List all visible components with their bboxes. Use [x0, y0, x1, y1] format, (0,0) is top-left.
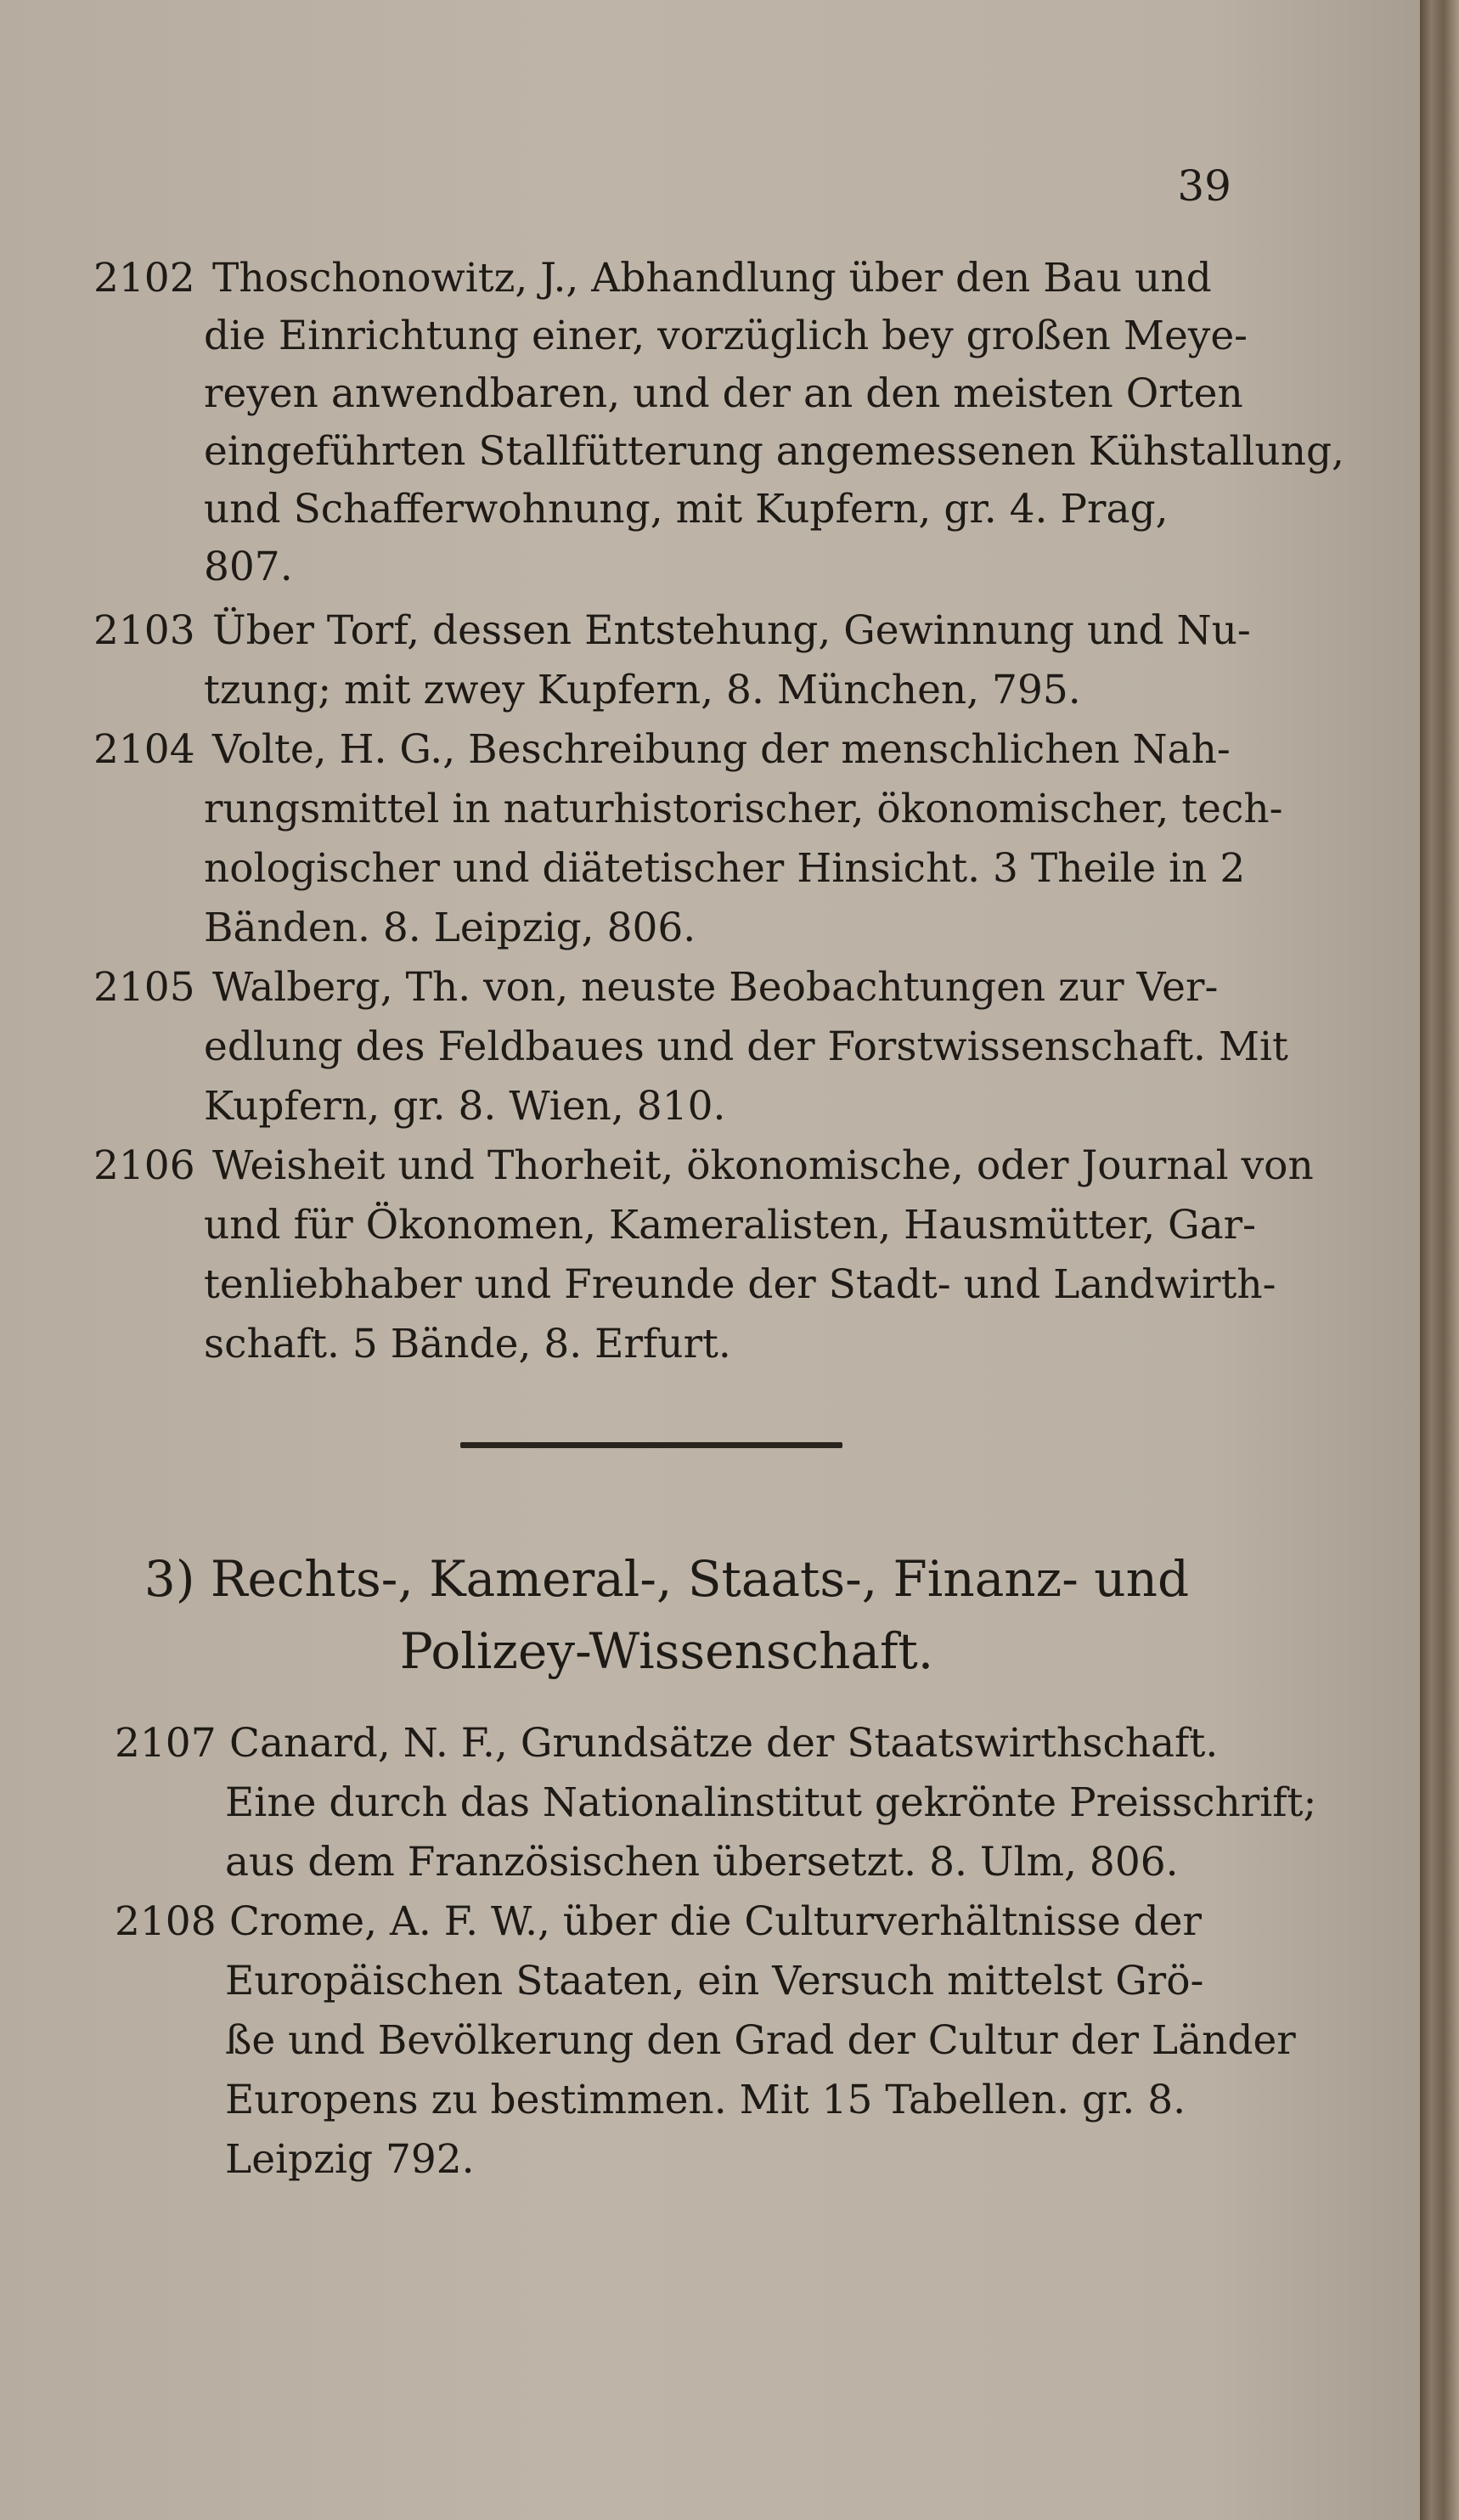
section-heading: 3) Rechts-, Kameral-, Staats-, Finanz- und — [144, 1550, 1190, 1608]
section-heading-continued: Polizey-Wissenschaft. — [399, 1622, 934, 1680]
entry-line: und Schafferwohnung, mit Kupfern, gr. 4. Prag, — [204, 486, 1169, 533]
entry-number: 2102 — [93, 255, 195, 302]
entry-line: Leipzig 792. — [225, 2136, 475, 2183]
entry-line: Eine durch das Nationalinstitut gekrönte Preisschrift; — [225, 1779, 1317, 1826]
entry-number: 2105 — [93, 964, 195, 1011]
entry-line: aus dem Französischen übersetzt. 8. Ulm, 806. — [225, 1839, 1179, 1886]
entry-line: reyen anwendbaren, und der an den meisten Orten — [204, 370, 1243, 417]
entry-line: eingeführten Stallfütterung angemessenen Kühstallung, — [204, 428, 1344, 475]
entry-line: Kupfern, gr. 8. Wien, 810. — [204, 1083, 726, 1130]
entry-line: Bänden. 8. Leipzig, 806. — [204, 905, 696, 951]
entry-line: Europens zu bestimmen. Mit 15 Tabellen. gr. 8. — [225, 2077, 1186, 2123]
entry-line: Europäischen Staaten, ein Versuch mittelst Grö- — [225, 1958, 1204, 2004]
page-edge — [1420, 0, 1459, 2520]
entry-line: und für Ökonomen, Kameralisten, Hausmütter, Gar- — [204, 1202, 1257, 1249]
section-divider — [460, 1442, 842, 1448]
entry-line: tzung; mit zwey Kupfern, 8. München, 795. — [204, 667, 1081, 713]
entry-line: tenliebhaber und Freunde der Stadt- und Landwirth- — [204, 1261, 1276, 1308]
entry-line: die Einrichtung einer, vorzüglich bey großen Meye- — [204, 313, 1248, 359]
page-number: 39 — [1177, 161, 1231, 211]
entry-number: 2107 — [115, 1720, 217, 1767]
entry-line: Volte, H. G., Beschreibung der menschlichen Nah- — [212, 726, 1231, 773]
entry-number: 2108 — [115, 1898, 217, 1945]
entry-line: nologischer und diätetischer Hinsicht. 3 Theile in 2 — [204, 845, 1246, 892]
entry-line: 807. — [204, 544, 293, 590]
entry-line: schaft. 5 Bände, 8. Erfurt. — [204, 1321, 731, 1367]
entry-line: ße und Bevölkerung den Grad der Cultur der Länder — [225, 2017, 1296, 2064]
entry-line: edlung des Feldbaues und der Forstwissenschaft. Mit — [204, 1023, 1288, 1070]
entry-line: Weisheit und Thorheit, ökonomische, oder Journal von — [212, 1142, 1314, 1189]
entry-line: Walberg, Th. von, neuste Beobachtungen zur Ver- — [212, 964, 1219, 1011]
entry-line: Über Torf, dessen Entstehung, Gewinnung und Nu- — [212, 607, 1251, 654]
entry-line: Canard, N. F., Grundsätze der Staatswirthschaft. — [229, 1720, 1219, 1767]
entry-line: rungsmittel in naturhistorischer, ökonomischer, tech- — [204, 786, 1283, 832]
entry-line: Crome, A. F. W., über die Culturverhältnisse der — [229, 1898, 1202, 1945]
entry-number: 2106 — [93, 1142, 195, 1189]
entry-line: Thoschonowitz, J., Abhandlung über den Bau und — [212, 255, 1212, 302]
entry-number: 2103 — [93, 607, 195, 654]
entry-number: 2104 — [93, 726, 195, 773]
